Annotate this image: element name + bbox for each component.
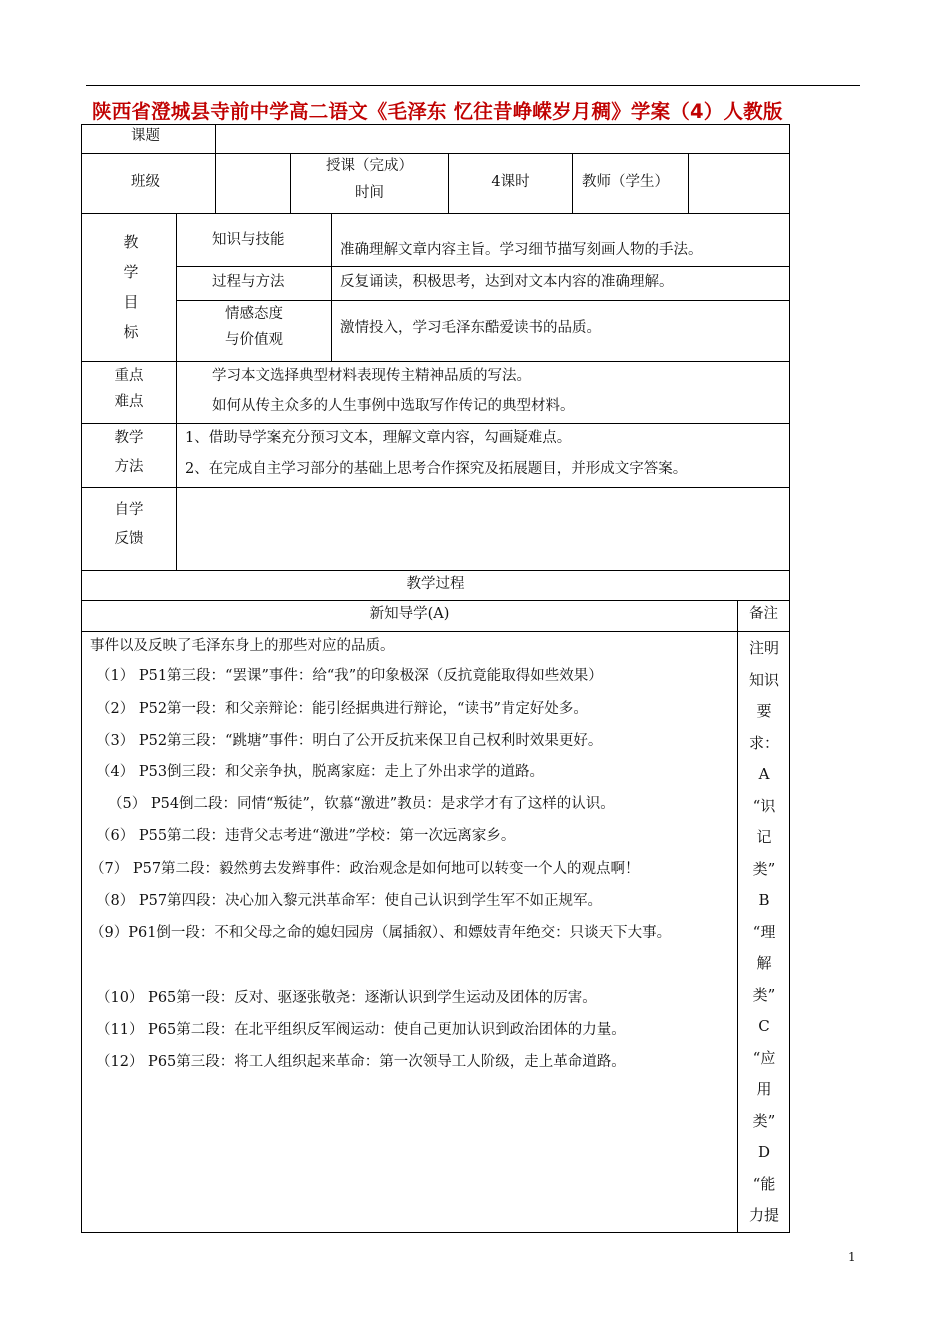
goal-name-process: 过程与方法 [212, 274, 285, 290]
list-item: （7） P57第二段：毅然剪去发辫事件：政治观念是如何地可以转变一个人的观点啊！ [90, 861, 640, 877]
section-title: 新知导学(A) [369, 606, 450, 622]
table-border [81, 487, 790, 488]
notes-column: 注明 知识 要 求： A “识 记 类” B “理 解 类” C “应 用 类” D “能 力提 [748, 639, 779, 1224]
document-title: 陕西省澄城县寺前中学高二语文《毛泽东 忆往昔峥嵘岁月稠》学案（4）人教版 [92, 100, 783, 123]
list-item: （2） P52第一段：和父亲辩论：能引经据典进行辩论，“读书”肯定好处多。 [96, 701, 588, 717]
goal-text-knowledge: 准确理解文章内容主旨。学习细节描写刻画人物的手法。 [340, 242, 703, 258]
list-item: （4） P53倒三段：和父亲争执，脱离家庭：走上了外出求学的道路。 [96, 764, 545, 780]
methods-label: 教学 方法 [114, 430, 144, 476]
teach-time-label: 授课（完成） 时间 [326, 158, 413, 202]
class-label: 班级 [131, 174, 160, 190]
list-item: （10） P65第一段：反对、驱逐张敬尧：逐渐认识到学生运动及团体的厉害。 [96, 990, 597, 1006]
table-border [789, 124, 790, 1233]
table-border [176, 266, 790, 267]
table-border [215, 124, 216, 214]
list-item: （9）P61倒一段：不和父母之命的媳妇园房（属插叙）、和嫖妓青年绝交：只谈天下大事。 [90, 925, 672, 941]
header-rule [86, 85, 860, 86]
teacher-label: 教师（学生） [582, 174, 669, 190]
goal-name-attitude: 情感态度 与价值观 [225, 306, 283, 349]
table-border [81, 361, 790, 362]
table-border [81, 631, 790, 632]
list-item: （12） P65第三段：将工人组织起来革命：第一次领导工人阶级，走上革命道路。 [96, 1054, 626, 1070]
table-border [81, 124, 790, 125]
key-points-label: 重点 难点 [114, 368, 144, 411]
list-item: （5） P54倒二段：同情“叛徒”，钦慕“激进”教员：是求学才有了这样的认识。 [108, 796, 615, 812]
class-hours: 4课时 [491, 174, 530, 190]
notes-header: 备注 [749, 606, 778, 622]
table-border [81, 570, 790, 571]
method-2: 2、在完成自主学习部分的基础上思考合作探究及拓展题目，并形成文字答案。 [185, 461, 688, 477]
table-border [737, 600, 738, 1233]
list-item: （8） P57第四段：决心加入黎元洪革命军：使自己认识到学生军不如正规军。 [96, 893, 603, 909]
goal-text-process: 反复诵读，积极思考，达到对文本内容的准确理解。 [340, 274, 674, 290]
goal-text-attitude: 激情投入，学习毛泽东酷爱读书的品质。 [340, 320, 601, 336]
table-border [331, 213, 332, 362]
table-border [81, 153, 790, 154]
feedback-label: 自学 反馈 [114, 502, 144, 548]
table-border [81, 124, 82, 1233]
table-border [81, 1232, 790, 1233]
table-border [81, 423, 790, 424]
table-border [81, 600, 790, 601]
table-border [176, 300, 790, 301]
process-title: 教学过程 [406, 576, 465, 592]
table-border [81, 213, 790, 214]
list-item: （3） P52第三段：“跳塘”事件：明白了公开反抗来保卫自己权利时效果更好。 [96, 733, 603, 749]
key-point-1: 学习本文选择典型材料表现传主精神品质的写法。 [212, 368, 531, 384]
key-point-2: 如何从传主众多的人生事例中选取写作传记的典型材料。 [212, 398, 575, 414]
topic-label: 课题 [131, 128, 160, 144]
process-intro: 事件以及反映了毛泽东身上的那些对应的品质。 [90, 638, 395, 654]
table-border [688, 153, 689, 214]
page-number: 1 [848, 1250, 856, 1264]
list-item: （6） P55第二段：违背父志考进“激进”学校：第一次远离家乡。 [96, 828, 516, 844]
method-1: 1、借助导学案充分预习文本，理解文章内容，勾画疑难点。 [185, 430, 572, 446]
goal-name-knowledge: 知识与技能 [212, 232, 285, 248]
list-item: （11） P65第二段：在北平组织反军阀运动：使自己更加认识到政治团体的力量。 [96, 1022, 626, 1038]
table-border [572, 153, 573, 214]
table-border [176, 213, 177, 571]
list-item: （1） P51第三段：“罢课”事件：给“我”的印象极深（反抗竟能取得如些效果） [96, 668, 603, 684]
goals-label: 教 学 目 标 [123, 233, 139, 341]
